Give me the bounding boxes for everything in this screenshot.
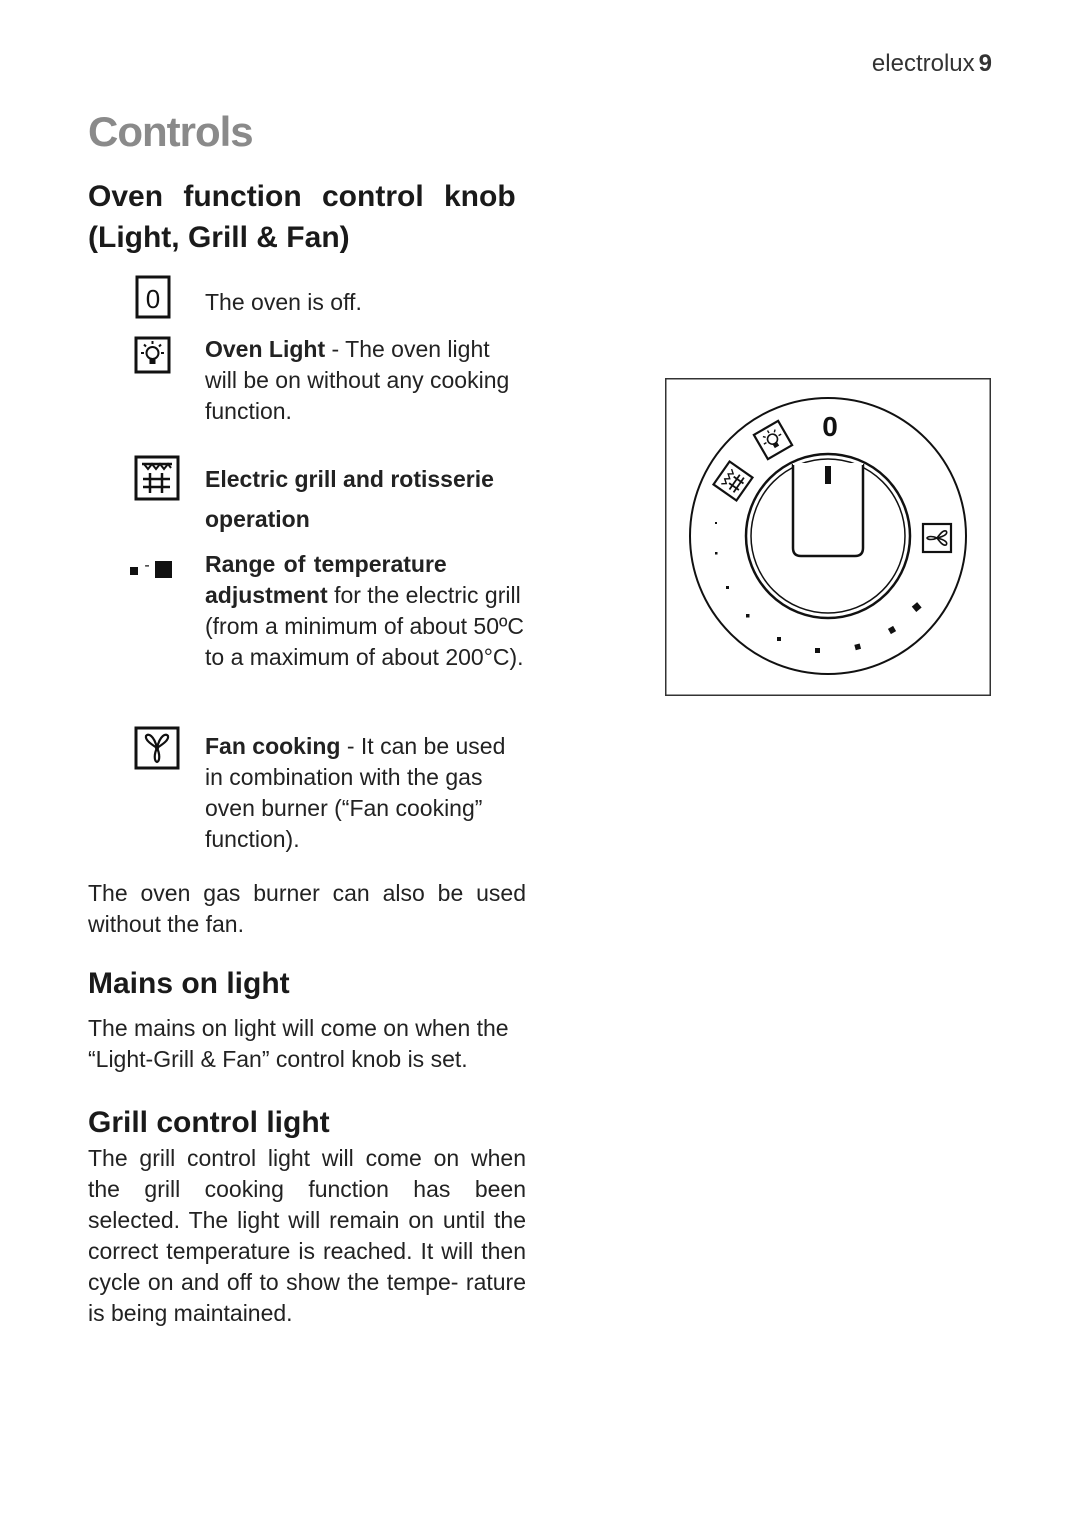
temperature-range-icon [128,553,188,595]
function-temperature-text [205,549,527,673]
function-fan-text [205,731,527,855]
grill-light-section [88,1102,526,1329]
knob-heading-line2: (Light, Grill & Fan) [88,221,350,254]
fan-desc: - It can be used in combination with the gas oven burner (“Fan cooking” function). [205,733,506,852]
dial-grill-icon [714,462,753,501]
page-number: 9 [978,50,992,77]
mains-text: The mains on light will come on when the “Light-Grill & Fan” control knob is set. [88,1015,509,1072]
grill-light-text: The grill control light will come on when the grill cooking function has been selected. The light will remain on until the correct temperature is reached. It will then cycle on and off to show the tempe- rature is being maintained. [88,1145,526,1326]
temperature-lead: Range of temperature adjustment [205,551,447,608]
temperature-desc: for the electric grill (from a minimum of about 50ºC to a maximum of about 200°C). [205,582,525,670]
oven-light-icon [134,336,172,378]
page-title: Controls [88,108,253,155]
oven-light-desc: - The oven light will be on without any cooking function. [205,336,510,424]
dial-zero-label: 0 [822,411,838,442]
page-header [872,50,992,78]
oven-light-lead: Oven Light [205,336,326,362]
knob-heading-line1: Oven function control knob [88,180,516,213]
mains-heading: Mains on light [88,967,290,1000]
mains-section [88,963,526,1075]
dial-fan-icon [923,524,951,552]
function-grill-text: Electric grill and rotisserie operation [205,466,494,532]
fan-icon [134,726,172,768]
fan-lead: Fan cooking [205,733,341,759]
dial-oven-light-icon [754,421,792,459]
range-dash: - [144,557,150,574]
gas-burner-note: The oven gas burner can also be used without the fan. [88,880,526,937]
knob-section-heading [88,176,526,258]
zero-symbol: 0 [145,284,161,314]
control-knob-diagram [665,378,991,696]
function-oven-light-text [205,334,527,427]
function-off-text: The oven is off. [205,289,362,315]
grill-rotisserie-icon [134,455,172,497]
brand-name: electrolux [871,50,975,77]
grill-light-heading: Grill control light [88,1106,330,1139]
zero-position-icon [134,275,172,317]
